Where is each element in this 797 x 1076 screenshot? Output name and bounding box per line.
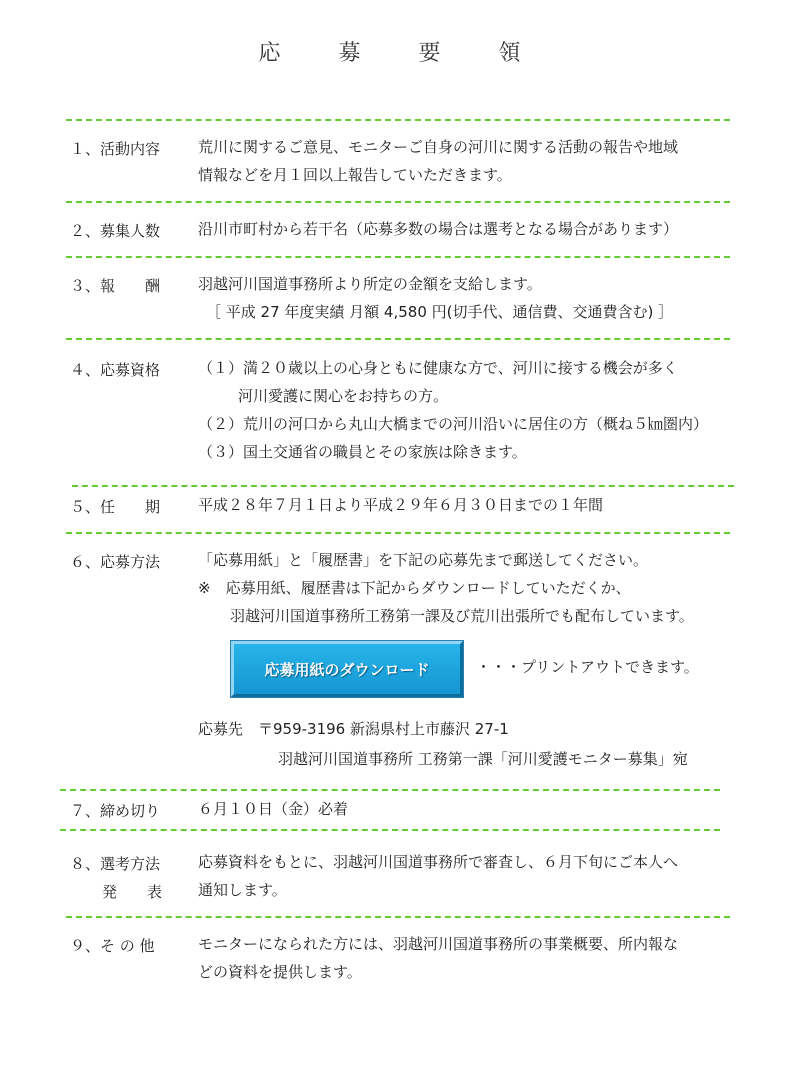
text-line: （３）国土交通省の職員とその家族は除きます。 xyxy=(198,443,527,461)
text-line: ［ 平成 27 年度実績 月額 4,580 円(切手代、通信費、交通費含む) ］ xyxy=(206,303,674,321)
text-line: 沿川市町村から若干名（応募多数の場合は選考となる場合があります） xyxy=(198,220,679,238)
text-line: 羽越河川国道事務所工務第一課及び荒川出張所でも配布しています。 xyxy=(230,607,694,625)
divider xyxy=(66,338,730,340)
section-content-method xyxy=(198,546,743,630)
address-recipient: 羽越河川国道事務所 工務第一課「河川愛護モニター募集」宛 xyxy=(278,750,688,768)
text-line: ※ 応募用紙、履歴書は下記からダウンロードしていただくか、 xyxy=(198,579,631,597)
section-label-selection: ８、選考方法 xyxy=(70,855,161,873)
text-line: モニターになられた方には、羽越河川国道事務所の事業概要、所内報な xyxy=(198,935,679,953)
text-line: 河川愛護に関心をお持ちの方。 xyxy=(238,387,449,405)
text-line: 羽越河川国道事務所より所定の金額を支給します。 xyxy=(198,275,542,293)
section-label-reward: ３、報 酬 xyxy=(70,277,161,295)
text-line: ６月１０日（金）必着 xyxy=(198,800,349,818)
section-label-eligibility: ４、応募資格 xyxy=(70,361,161,379)
divider xyxy=(66,201,730,203)
text-line: 平成２８年７月１日より平成２９年６月３０日までの１年間 xyxy=(198,496,604,514)
divider xyxy=(72,485,734,487)
text-line: どの資料を提供します。 xyxy=(198,963,362,981)
section-label-activity: １、活動内容 xyxy=(70,140,161,158)
download-application-button[interactable]: 応募用紙のダウンロード xyxy=(231,641,463,697)
text-line: 荒川に関するご意見、モニターご自身の河川に関する活動の報告や地域 xyxy=(198,138,679,156)
download-note: ・・・プリントアウトできます。 xyxy=(476,658,699,676)
section-content-recruit-count xyxy=(198,215,743,243)
text-line: 情報などを月１回以上報告していただきます。 xyxy=(198,166,512,184)
address-line: 応募先 〒959-3196 新潟県村上市藤沢 27-1 xyxy=(198,720,509,738)
page-title: 応 募 要 領 xyxy=(258,41,539,66)
section-content-eligibility xyxy=(198,354,743,466)
application-address xyxy=(198,714,688,774)
section-label-recruit-count: ２、募集人数 xyxy=(70,222,161,240)
divider xyxy=(66,532,730,534)
divider xyxy=(66,119,730,121)
section-content-selection xyxy=(198,848,743,904)
section-content-reward xyxy=(198,270,743,326)
section-label-term: ５、任 期 xyxy=(70,498,161,516)
text-line: （２）荒川の河口から丸山大橋までの河川沿いに居住の方（概ね５㎞圏内） xyxy=(198,415,709,433)
text-line: 応募資料をもとに、羽越河川国道事務所で審査し、６月下旬にご本人へ xyxy=(198,853,679,871)
divider xyxy=(60,829,720,831)
divider xyxy=(66,916,730,918)
text-line: （１）満２０歳以上の心身ともに健康な方で、河川に接する機会が多く xyxy=(198,359,678,377)
text-line: 通知します。 xyxy=(198,881,287,899)
section-label-other: ９、そ の 他 xyxy=(70,937,155,955)
section-label-method: ６、応募方法 xyxy=(70,553,161,571)
section-label-announcement: 発 表 xyxy=(102,883,163,901)
section-content-other xyxy=(198,930,743,986)
section-content-term xyxy=(198,491,743,519)
section-content-activity xyxy=(198,133,743,189)
text-line: 「応募用紙」と「履歴書」を下記の応募先まで郵送してください。 xyxy=(198,551,649,569)
divider xyxy=(60,789,720,791)
divider xyxy=(66,256,730,258)
section-label-deadline: ７、締め切り xyxy=(70,802,161,820)
section-content-deadline xyxy=(198,795,743,823)
